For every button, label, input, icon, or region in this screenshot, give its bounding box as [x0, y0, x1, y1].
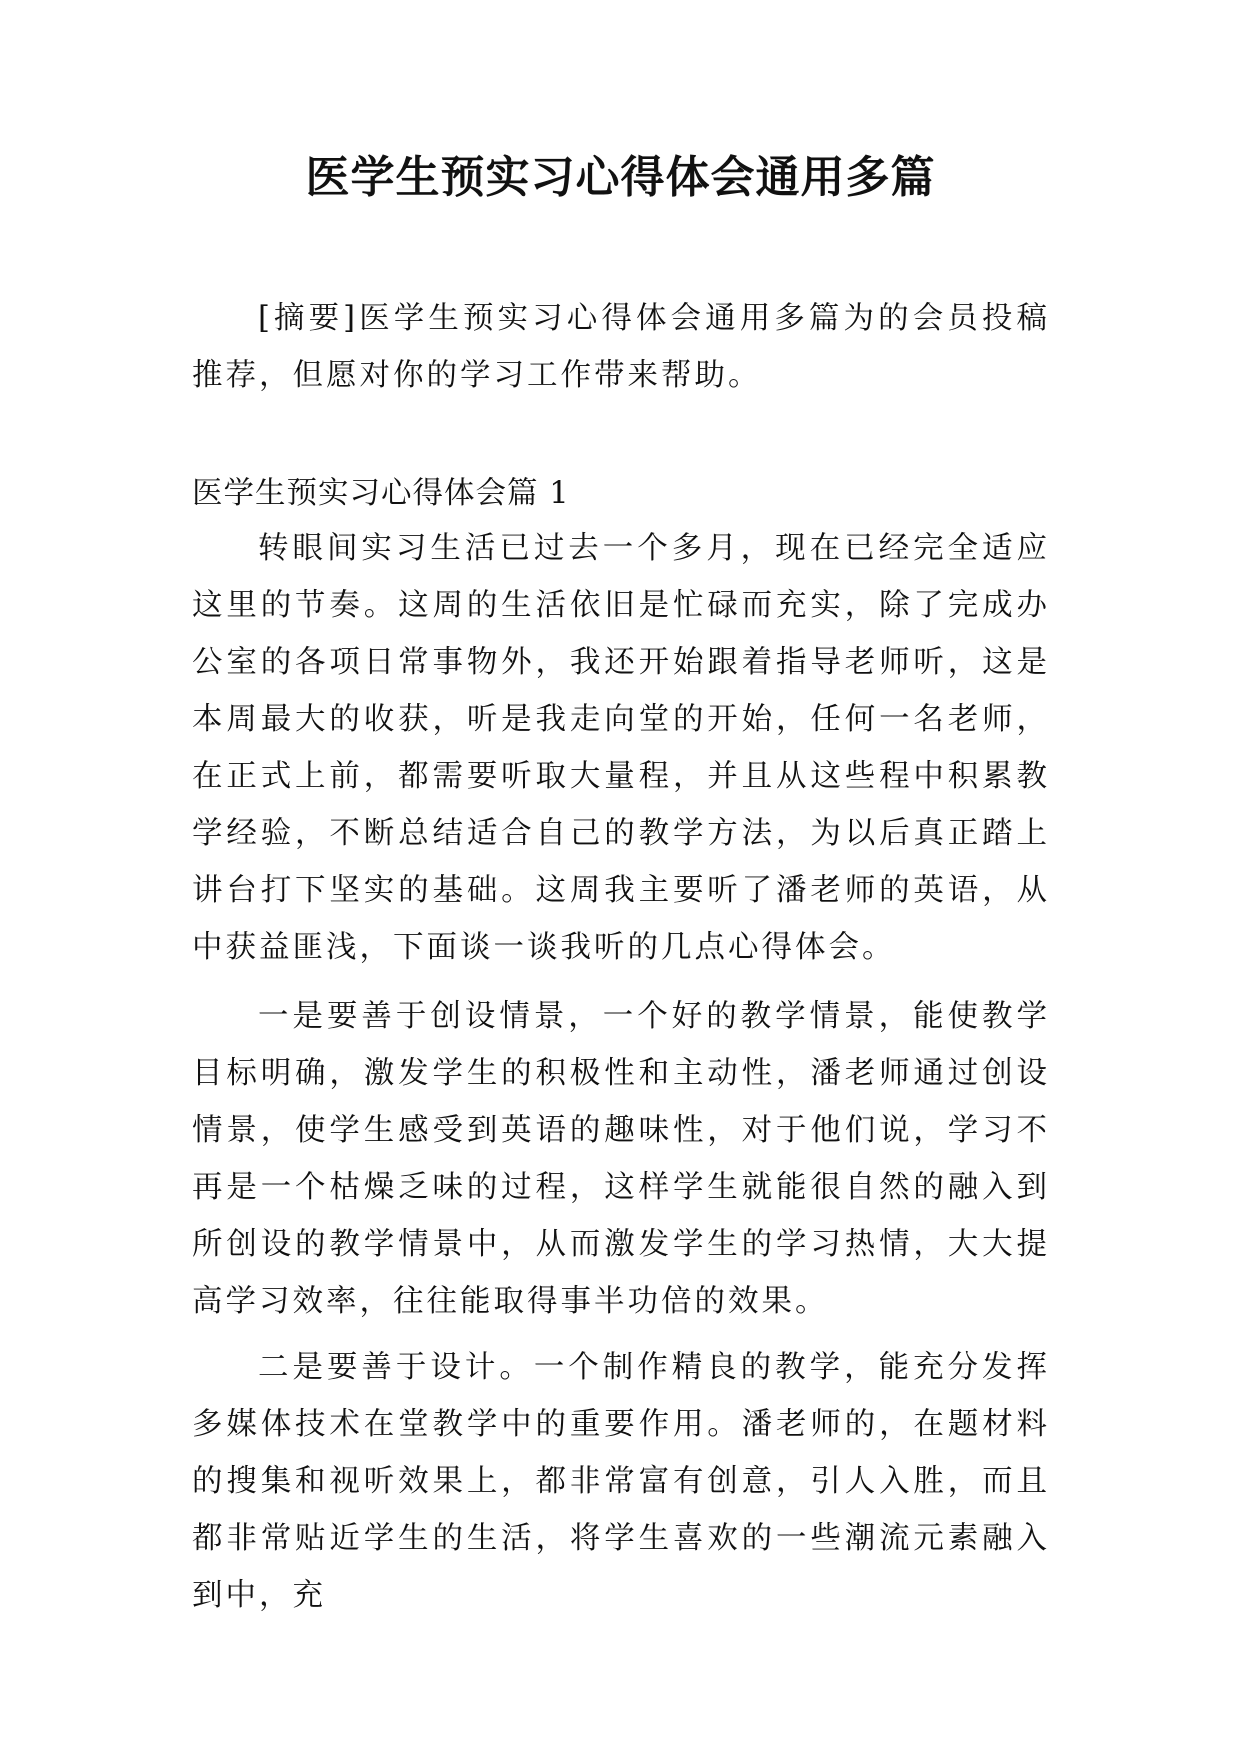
section-heading: 医学生预实习心得体会篇 1 [192, 476, 570, 511]
abstract-paragraph: [摘要]医学生预实习心得体会通用多篇为的会员投稿推荐，但愿对你的学习工作带来帮助。 [192, 301, 1050, 393]
body-paragraph: 二是要善于设计。一个制作精良的教学，能充分发挥多媒体技术在堂教学中的重要作用。潘老师的，在题材料的搜集和视听效果上，都非常富有创意，引人入胜，而且都非常贴近学生的生活，将学生喜欢的一些潮流元素融入到中，充 [192, 1350, 1050, 1613]
body-paragraph: 一是要善于创设情景，一个好的教学情景，能使教学目标明确，激发学生的积极性和主动性，潘老师通过创设情景，使学生感受到英语的趣味性，对于他们说，学习不再是一个枯燥乏味的过程，这样学生就能很自然的融入到所创设的教学情景中，从而激发学生的学习热情，大大提高学习效率，往往能取得事半功倍的效果。 [192, 999, 1050, 1319]
body-paragraph: 转眼间实习生活已过去一个多月，现在已经完全适应这里的节奏。这周的生活依旧是忙碌而充实，除了完成办公室的各项日常事物外，我还开始跟着指导老师听，这是本周最大的收获，听是我走向堂的开始，任何一名老师，在正式上前，都需要听取大量程，并且从这些程中积累教学经验，不断总结适合自己的教学方法，为以后真正踏上讲台打下坚实的基础。这周我主要听了潘老师的英语，从中获益匪浅，下面谈一谈我听的几点心得体会。 [192, 531, 1050, 965]
document-title: 医学生预实习心得体会通用多篇 [305, 152, 936, 203]
